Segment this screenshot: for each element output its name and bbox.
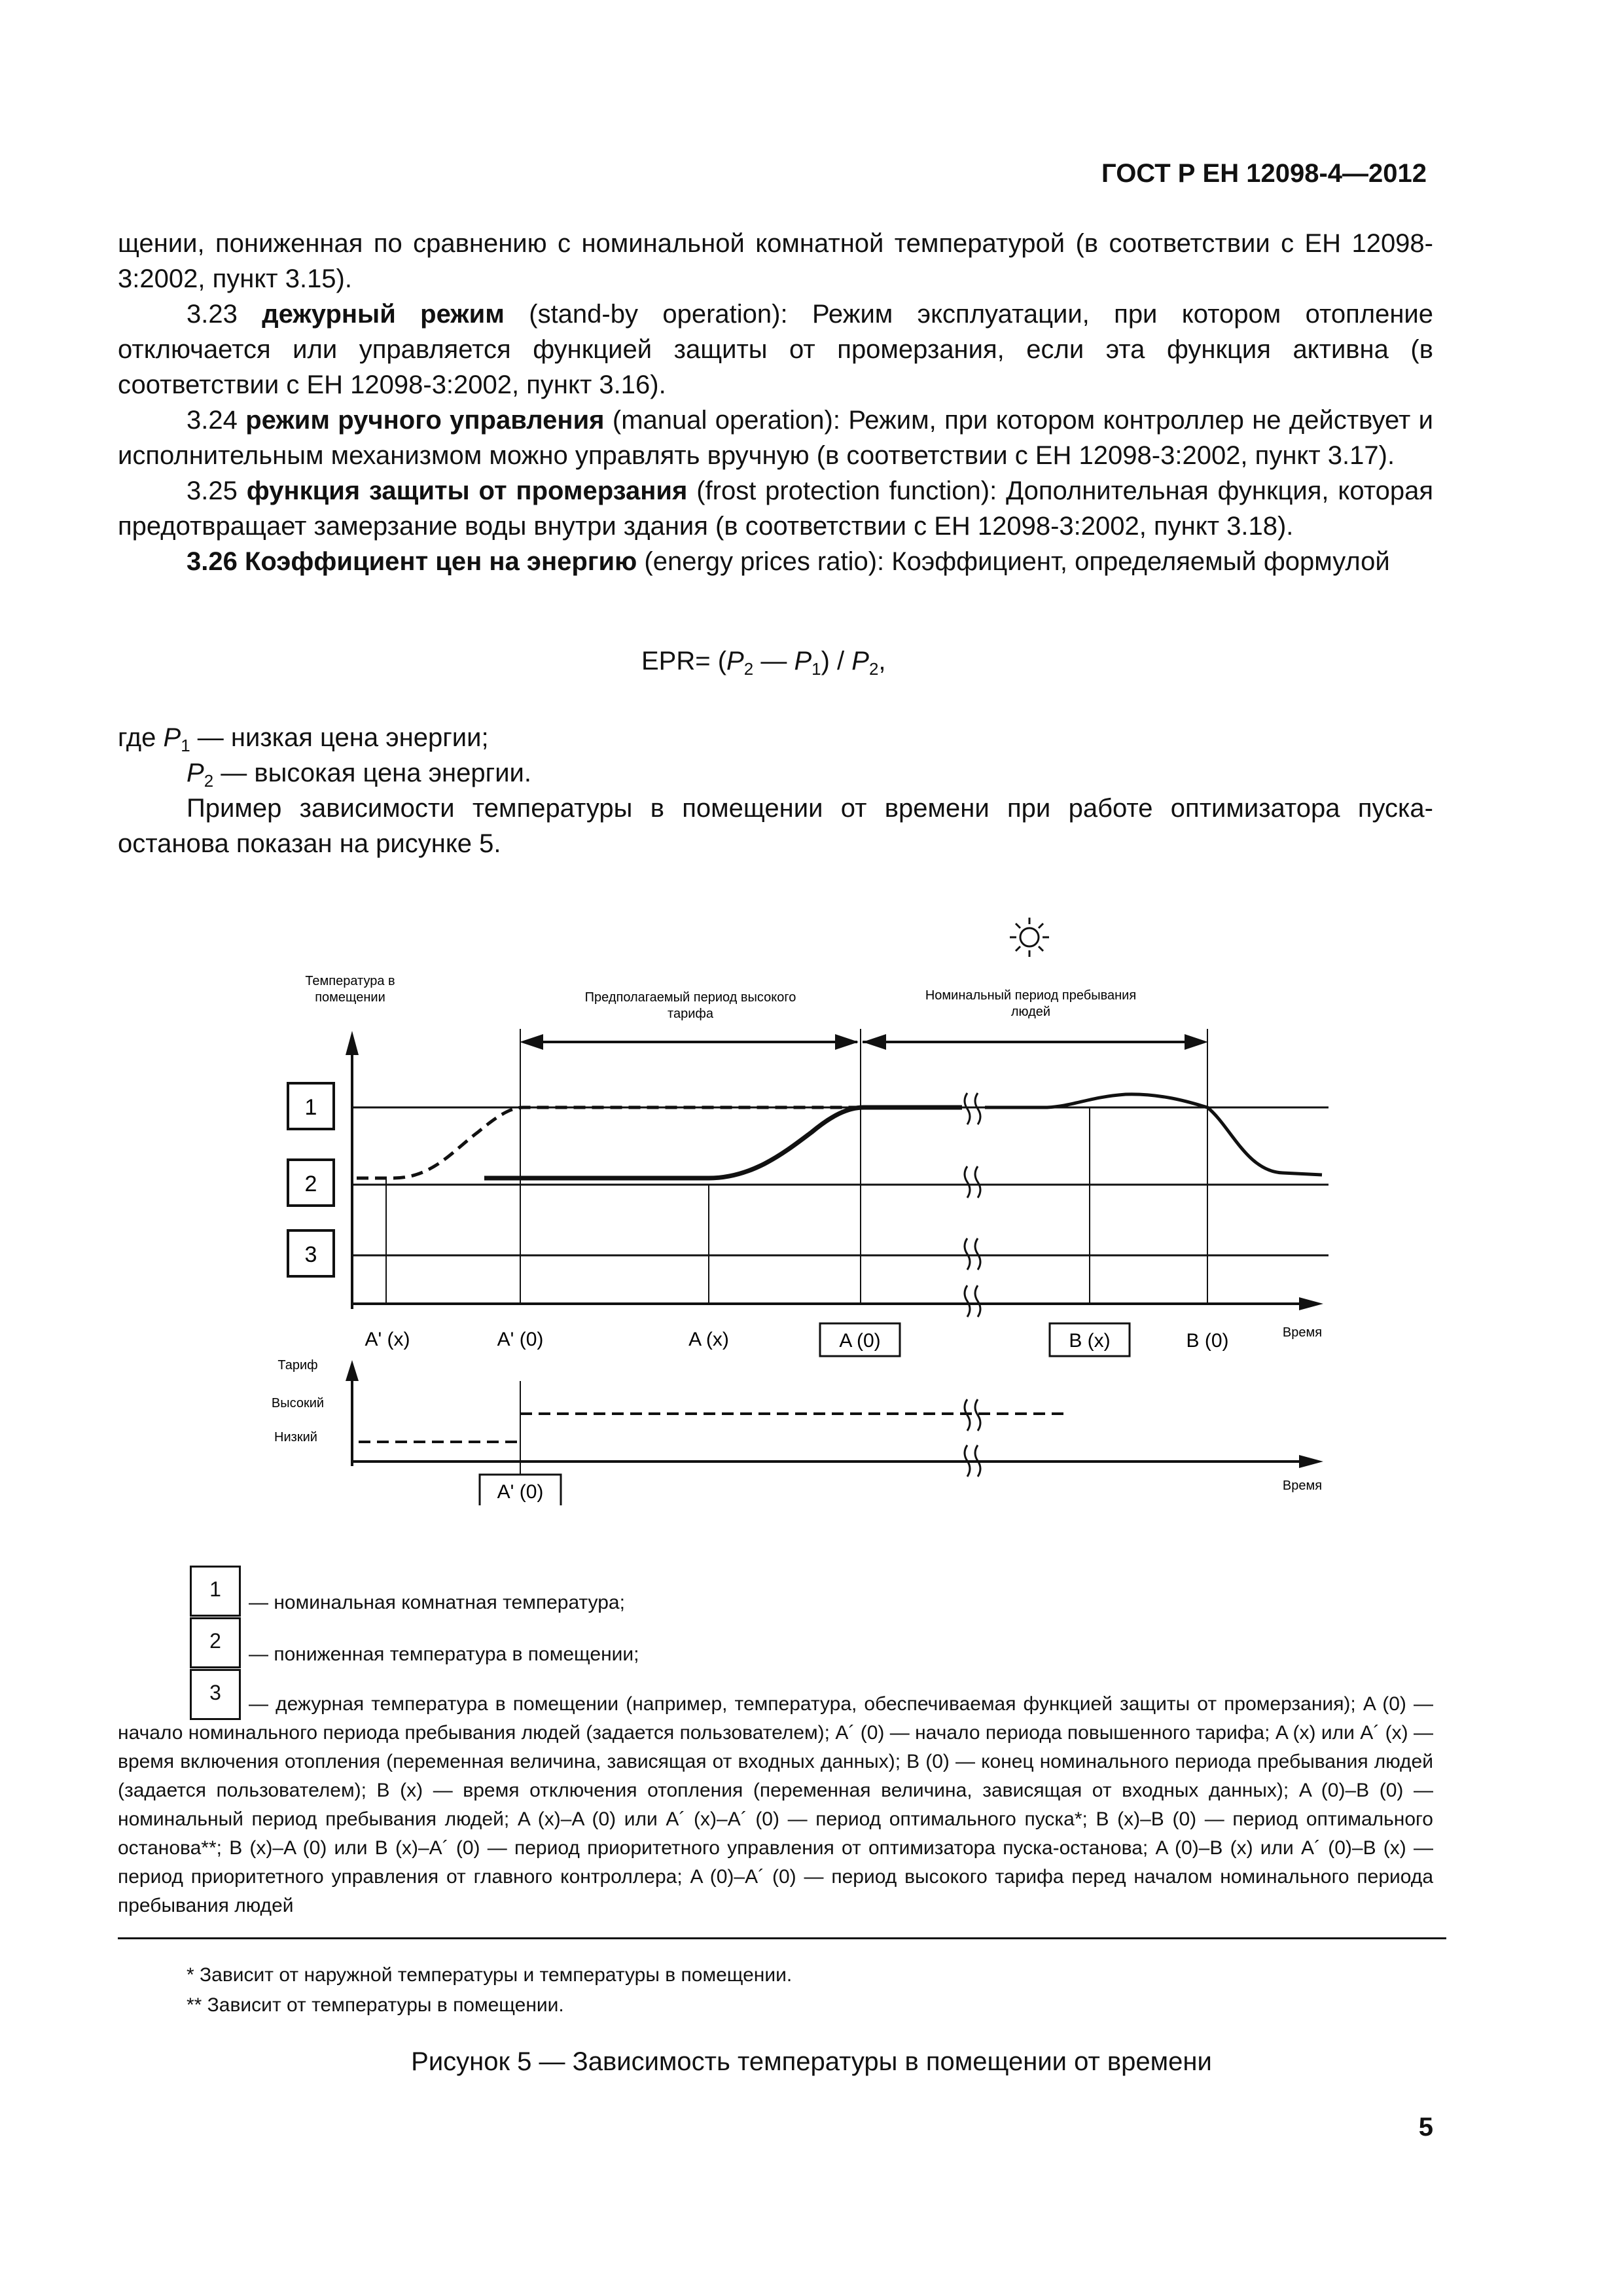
term: дежурный режим: [262, 300, 505, 329]
epr-formula: $EPR= (P_2$ — $P_1) / P_2$,: [641, 647, 886, 679]
paragraph-3-25: 3.25 функция защиты от промерзания (frost protection function): Дополнительная функция, которая предотвращает замерзание воды внутри здания (в соответствии с ЕН 12098-3:2002, пункт 3.18).: [118, 476, 1433, 541]
time-axis-label-2: Время: [1282, 1479, 1323, 1493]
tariff-low-label: Низкий: [274, 1430, 317, 1444]
sun-icon: [1010, 918, 1049, 957]
formula-legend: [118, 720, 1433, 861]
legend-box-3: 3: [190, 1669, 241, 1720]
tick-b-x: B (x): [1069, 1330, 1111, 1352]
dashed-curve: [357, 1107, 861, 1178]
body-text: [118, 226, 1433, 579]
page-number: 5: [1418, 2113, 1433, 2142]
figure-caption: Рисунок 5 — Зависимость температуры в помещении от времени: [411, 2047, 1212, 2076]
paragraph-3-26: 3.26 Коэффициент цен на энергию (energy prices ratio): Коэффициент, определяемый формулой: [187, 547, 1390, 576]
legend-text-3: — дежурная температура в помещении (например, температура, обеспечиваемая функцией защиты от промерзания); A (0) — начало номинального периода пребывания людей (задается пользователем); A´ (0) — начало периода повышенного тарифа; A (x) или A´ (x) — время включения отопления (переменная величина, зависящая от входных данных); B (0) — конец номинального периода пребывания людей (задается пользователем); B (x) — время отключения отопления (переменная величина, зависящая от входных данных); A (0)–B (0) — номинальный период пребывания людей; A (x)–A (0) или A´ (x)–A´ (0) — период оптимального пуска*; B (x)–B (0) — период оптимального останова**; B (x)–A (0) или B (x)–A´ (0) — период приоритетного управления от оптимизатора пуска-останова; A (0)–B (x) или A´ (0)–B (x) — период приоритетного управления от главного контроллера; A (0)–A´ (0) — период высокого тарифа перед началом номинального периода пребывания людей: [118, 1693, 1433, 1916]
period-high-label-1: Предполагаемый период высокого: [584, 990, 796, 1005]
period-high-label-2: тарифа: [668, 1007, 713, 1021]
temperature-time-diagram: [0, 851, 1623, 1505]
level-3-label: 3: [304, 1242, 317, 1267]
paragraph-3-24: 3.24 режим ручного управления (manual operation): Режим, при котором контроллер не действует и исполнительным механизмом можно управлять вручную (в соответствии с ЕН 12098-3:2002, пункт 3.17).: [118, 406, 1433, 470]
tick-a-prime-0: A' (0): [497, 1329, 544, 1350]
example-paragraph: Пример зависимости температуры в помещении от времени при работе оптимизатора пуска-останова показан на рисунке 5.: [118, 794, 1433, 858]
where-p1: где $P_1$ — низкая цена энергии;: [118, 723, 489, 755]
term: Коэффициент цен на энергию: [244, 547, 637, 576]
time-axis-label: Время: [1282, 1325, 1323, 1340]
y-axis-arrowhead: [346, 1031, 359, 1055]
level-lines: [352, 1107, 1329, 1255]
level-2-label: 2: [304, 1172, 317, 1196]
footnote-1: * Зависит от наружной температуры и температуры в помещении.: [187, 1964, 793, 1986]
tariff-break-marks: [965, 1399, 980, 1477]
legend-text-1: — номинальная комнатная температура;: [249, 1592, 625, 1613]
break-marks: [965, 1093, 980, 1317]
tick-a-prime-x: A' (x): [365, 1329, 410, 1350]
solid-curve-tail: [985, 1094, 1322, 1175]
footnote-2: ** Зависит от температуры в помещении.: [187, 1994, 564, 2016]
legend-box-2: 2: [190, 1617, 241, 1668]
solid-curve: [484, 1107, 962, 1178]
tariff-axes: [351, 1374, 1302, 1466]
period-nominal-label-1: Номинальный период пребывания: [925, 988, 1137, 1003]
x-axis-arrowhead: [1299, 1297, 1323, 1310]
standard-header: ГОСТ Р ЕН 12098-4—2012: [1101, 159, 1427, 188]
footnotes: [118, 1960, 1433, 2020]
tick-b-0: B (0): [1186, 1330, 1229, 1352]
time-markers: [386, 1029, 1207, 1304]
tick-a-0: A (0): [839, 1330, 881, 1352]
period-nominal-label-2: людей: [1010, 1005, 1051, 1019]
tariff-tick-a-prime-0: A' (0): [497, 1481, 544, 1503]
legend-box-1: 1: [190, 1566, 241, 1617]
tick-a-x: A (x): [688, 1329, 729, 1350]
tariff-label: Тариф: [277, 1358, 318, 1372]
tariff-y-arrowhead: [346, 1360, 359, 1381]
paragraph-3-23: 3.23 дежурный режим (stand-by operation): Режим эксплуатации, при котором отопление отключается или управляется функцией защиты от промерзания, если эта функция активна (в соответствии с ЕН 12098-3:2002, пункт 3.16).: [118, 300, 1433, 399]
legend-text-2: — пониженная температура в помещении;: [249, 1643, 639, 1665]
term: режим ручного управления: [245, 406, 605, 435]
footnote-rule: [118, 1937, 1446, 1939]
where-p2: $P_2$ — высокая цена энергии.: [187, 759, 532, 791]
paragraph-continued: щении, пониженная по сравнению с номинальной комнатной температурой (в соответствии с ЕН 12098-3:2002, пункт 3.15).: [118, 229, 1433, 293]
level-1-label: 1: [304, 1095, 317, 1120]
y-axis-label-1: Температура в: [305, 974, 395, 988]
y-axis-label-2: помещении: [315, 990, 385, 1005]
term: функция защиты от промерзания: [246, 476, 688, 505]
tariff-x-arrowhead: [1299, 1455, 1323, 1468]
tariff-high-label: Высокий: [271, 1396, 325, 1410]
